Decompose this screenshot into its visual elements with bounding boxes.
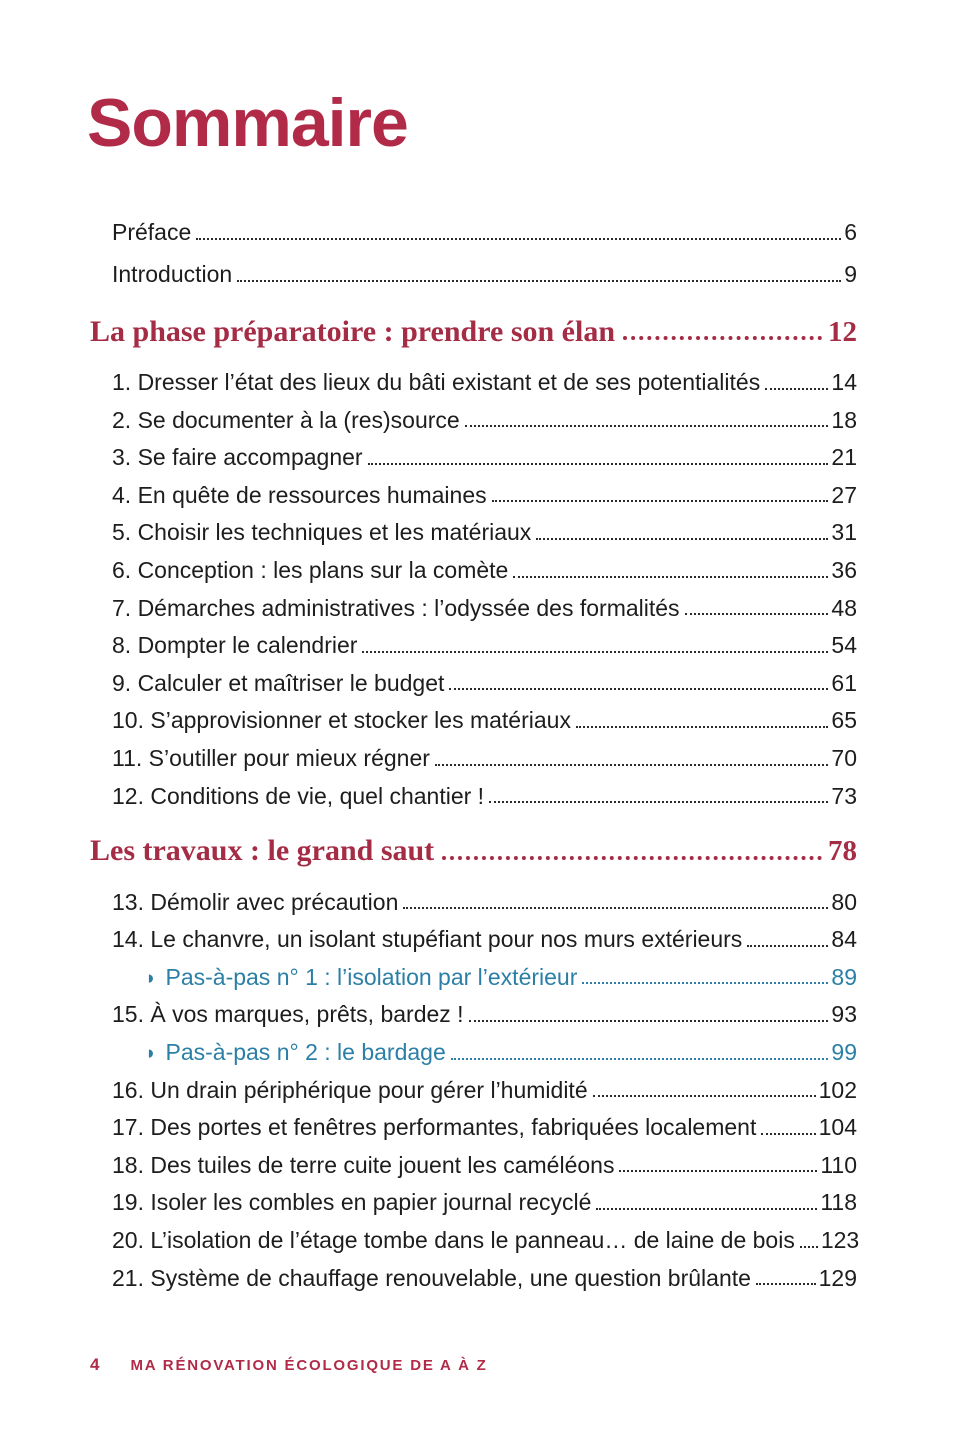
dot-leader [685,613,829,615]
toc-entry [112,745,857,773]
toc-entry-label: 21. Système de chauffage renouvelable, une question brûlante [112,1264,751,1291]
toc-entry [112,1152,857,1180]
section-title: Les travaux : le grand saut [90,834,435,868]
section-page-number: 78 [828,835,857,868]
toc-entry-label: 10. S’approvisionner et stocker les matériaux [112,707,571,734]
toc-entry-label: Introduction [112,260,233,287]
toc-entry [112,595,857,623]
dot-leader [761,1133,815,1135]
toc-page-number: 36 [831,557,857,584]
substep-entry [145,1039,857,1067]
toc-entry [112,482,857,510]
section-heading [90,834,857,869]
toc-page-number: 129 [818,1264,857,1291]
toc-entry-label: 11. S’outiller pour mieux régner [112,745,430,772]
section-heading [90,315,857,350]
page-footer [90,1355,488,1375]
toc-entry [112,783,857,811]
toc-page-number: 80 [831,888,857,915]
dot-leader [596,1208,817,1210]
toc-entry-label: 7. Démarches administratives : l’odyssée des formalités [112,594,680,621]
toc-entry-label: 17. Des portes et fenêtres performantes, fabriquées localement [112,1114,757,1141]
toc-entry [112,369,857,397]
toc-page-number: 102 [818,1076,857,1103]
dot-leader [582,982,828,984]
dot-leader [536,538,828,540]
toc-entry-label: 4. En quête de ressources humaines [112,481,487,508]
toc-entry-label: 1. Dresser l’état des lieux du bâti existant et de ses potentialités [112,369,761,396]
dot-leader [465,425,829,427]
toc-entry-label: 16. Un drain périphérique pour gérer l’humidité [112,1076,588,1103]
front-matter-list [90,219,857,288]
toc-page-number: 65 [831,707,857,734]
toc-entry [112,1114,857,1142]
toc-entry [112,1077,857,1105]
footer-page-number: 4 [90,1355,100,1374]
toc-page-number: 104 [818,1114,857,1141]
toc-page-number: 48 [831,594,857,621]
toc-entry [112,1265,857,1293]
toc-page-number: 18 [831,406,857,433]
section-title: La phase préparatoire : prendre son élan [90,314,616,348]
dot-leader [469,1020,829,1022]
toc-page-number: 61 [831,669,857,696]
toc-entry-label: 20. L’isolation de l’étage tombe dans le panneau… de laine de bois [112,1227,795,1254]
dot-leader [619,1170,817,1172]
dot-leader [800,1246,818,1248]
toc-entry [112,557,857,585]
dot-leader [435,764,829,766]
substep-entry [145,964,857,992]
toc-entry [112,1189,857,1217]
substep-entry-label: Pas-à-pas n° 1 : l’isolation par l’extérieur [165,963,578,990]
toc-entry-label: 18. Des tuiles de terre cuite jouent les caméléons [112,1151,615,1178]
dot-leader [449,688,828,690]
substep-page-number: 99 [831,1039,857,1066]
toc-page-number: 93 [831,1001,857,1028]
toc-entry [112,889,857,917]
toc-entry-label: 8. Dompter le calendrier [112,632,358,659]
toc-entry [112,407,857,435]
dot-leader [513,576,828,578]
toc-page-number: 70 [831,745,857,772]
toc-page-number: 31 [831,519,857,546]
dot-leader [442,856,822,860]
toc-entry [112,707,857,735]
toc-page-number: 21 [831,444,857,471]
dot-leader [368,463,829,465]
toc-page-number: 118 [820,1189,857,1216]
toc-page-number: 110 [820,1151,857,1178]
dot-leader [362,651,828,653]
toc-entry [112,670,857,698]
toc-page-number: 54 [831,632,857,659]
substep-bullet-icon: ◗ [145,967,157,989]
toc-entry-label: 19. Isoler les combles en papier journal recyclé [112,1189,592,1216]
toc-entry-label: 12. Conditions de vie, quel chantier ! [112,782,485,809]
dot-leader [489,801,828,803]
dot-leader [593,1095,816,1097]
toc-entry [112,219,857,247]
dot-leader [623,336,822,340]
toc-section-preparatory [90,315,857,811]
toc-entry [112,1227,860,1255]
toc-page-number: 14 [831,369,857,396]
dot-leader [196,238,841,240]
toc-page-number: 9 [844,260,857,287]
section-page-number: 12 [828,315,857,348]
toc-entry [112,261,857,289]
dot-leader [756,1283,816,1285]
toc-page-number: 123 [820,1227,860,1254]
toc-entry-label: 9. Calculer et maîtriser le budget [112,669,445,696]
toc-entry [112,519,857,547]
dot-leader [451,1058,829,1060]
substep-entry-label: Pas-à-pas n° 2 : le bardage [165,1039,446,1066]
footer-book-title: MA RÉNOVATION ÉCOLOGIQUE DE A À Z [130,1357,488,1374]
dot-leader [492,500,829,502]
toc-entry-label: 6. Conception : les plans sur la comète [112,557,509,584]
toc-entry-label: 14. Le chanvre, un isolant stupéfiant pour nos murs extérieurs [112,926,743,953]
toc-entry [112,926,857,954]
toc-entry-label: 3. Se faire accompagner [112,444,363,471]
toc-page-number: 73 [831,782,857,809]
toc-entry-label: 15. À vos marques, prêts, bardez ! [112,1001,464,1028]
dot-leader [237,280,841,282]
dot-leader [403,907,828,909]
page-title: Sommaire [87,85,408,161]
toc-entry [112,1001,857,1029]
substep-bullet-icon: ◗ [145,1043,157,1065]
toc-entry-label: 2. Se documenter à la (res)source [112,406,460,433]
substep-page-number: 89 [831,963,857,990]
toc-entry-label: Préface [112,219,192,246]
dot-leader [747,945,828,947]
dot-leader [765,388,828,390]
toc-entry-label: 13. Démolir avec précaution [112,888,399,915]
toc-entry-label: 5. Choisir les techniques et les matériaux [112,519,532,546]
toc-page-number: 27 [831,481,857,508]
toc-entry [112,444,857,472]
toc-page-number: 84 [831,926,857,953]
toc-page-number: 6 [844,219,857,246]
toc-section-works [90,834,860,1292]
dot-leader [576,726,828,728]
toc-entry [112,632,857,660]
